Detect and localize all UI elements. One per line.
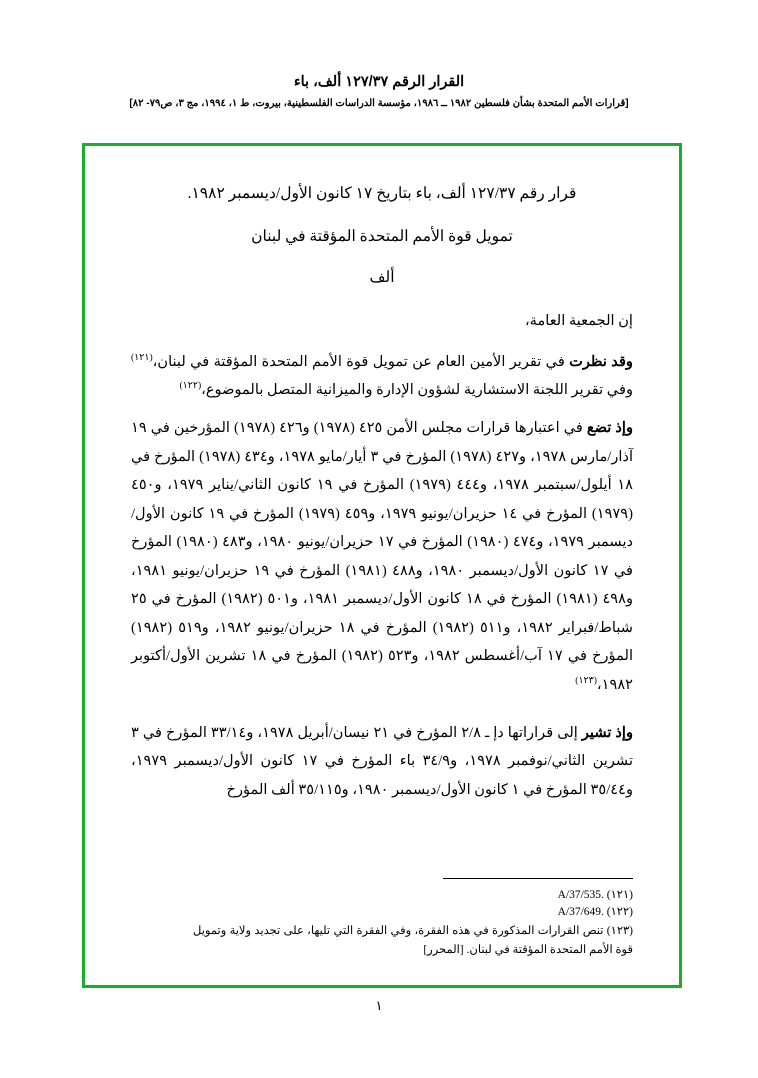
paragraph-1-lead: وقد نظرت xyxy=(569,353,633,370)
resolution-subject: تمويل قوة الأمم المتحدة المؤقتة في لبنان xyxy=(251,228,513,246)
source-citation: [قرارات الأمم المتحدة بشأن فلسطين ١٩٨٢ ــ ١٩٨٦، مؤسسة الدراسات الفلسطينية، بيروت، ط ١، ١٩٩٤، مج ٣، ص٧٩- ٨٢] xyxy=(129,98,629,109)
section-letter: ألف xyxy=(369,269,395,287)
content-frame-inner xyxy=(85,146,679,985)
footnote-item-123 xyxy=(193,922,633,959)
footnote-number-121: (١٢١) xyxy=(606,888,633,901)
footnote-text-123: تنص القرارات المذكورة في هذه الفقرة، وفي الفقرة التي تليها، على تجديد ولاية وتمويل قوة الأمم المتحدة المؤقتة في لبنان. [المحرر] xyxy=(193,925,633,956)
document-header xyxy=(0,0,758,109)
preamble-paragraph-3 xyxy=(131,719,633,804)
paragraph-1-text: في تقرير الأمين العام عن تمويل قوة الأمم المتحدة المؤقتة في لبنان، xyxy=(152,353,570,370)
paragraph-spacer xyxy=(131,709,633,719)
page-number: ١ xyxy=(375,998,383,1013)
footnotes-block xyxy=(193,878,633,959)
footnote-text-122: A/37/649. xyxy=(557,906,604,919)
footnote-separator-rule xyxy=(443,878,633,879)
footnote-item-122 xyxy=(193,904,633,922)
paragraph-1-text-2: وفي تقرير اللجنة الاستشارية لشؤون الإدارة والميزانية المتصل بالموضوع، xyxy=(201,382,633,399)
footnote-number-122: (١٢٢) xyxy=(606,906,633,919)
paragraph-3-text: إلى قراراتها دإ ـ ٢/٨ المؤرخ في ٢١ نيسان/أبريل ١٩٧٨، و٣٣/١٤ المؤرخ في ٣ تشرين الثاني/نوفمبر ١٩٧٨، و٣٤/٩ باء المؤرخ في ١٧ كانون الأول/ديسمبر ١٩٧٩، و٣٥/٤٤ المؤرخ في ١ كانون الأول/ديسمبر ١٩٨٠، و٣٥/١١٥ ألف المؤرخ xyxy=(131,725,634,798)
content-frame xyxy=(82,143,682,988)
paragraph-2-lead: وإذ تضع xyxy=(586,420,633,437)
paragraph-3-lead: وإذ تشير xyxy=(581,725,633,742)
resolution-title: القرار الرقم ١٢٧/٣٧ ألف، باء xyxy=(293,74,465,90)
footnote-ref-121: (١٢١) xyxy=(131,352,153,363)
preamble-actor: إن الجمعية العامة، xyxy=(524,313,633,330)
footnote-ref-123: (١٢٣) xyxy=(575,675,597,686)
footnote-number-123: (١٢٣) xyxy=(606,925,634,938)
paragraph-2-text: في اعتبارها قرارات مجلس الأمن ٤٢٥ (١٩٧٨) و٤٢٦ (١٩٧٨) المؤرخين في ١٩ آذار/مارس ١٩٧٨، و٤٢٧ (١٩٧٨) المؤرخ في ٣ أيار/مايو ١٩٧٨، و٤٣٤ (١٩٧٨) المؤرخ في ١٨ أيلول/سبتمبر ١٩٧٨، و٤٤٤ (١٩٧٩) المؤرخ في ١٩ كانون الثاني/يناير ١٩٧٩، و٤٥٠ (١٩٧٩) المؤرخ في ١٤ حزيران/يونيو ١٩٧٩، و٤٥٩ (١٩٧٩) المؤرخ في ١٩ كانون الأول/ديسمبر ١٩٧٩، و٤٧٤ (١٩٨٠) المؤرخ في ١٧ حزيران/يونيو ١٩٨٠، و٤٨٣ (١٩٨٠) المؤرخ في ١٧ كانون الأول/ديسمبر ١٩٨٠، و٤٨٨ (١٩٨١) المؤرخ في ١٩ حزيران/يونيو ١٩٨١، و٤٩٨ (١٩٨١) المؤرخ في ١٨ كانون الأول/ديسمبر ١٩٨١، و٥٠١ (١٩٨٢) المؤرخ في ٢٥ شباط/فبراير ١٩٨٢، و٥١١ (١٩٨٢) المؤرخ في ١٨ حزيران/يونيو ١٩٨٢، و٥١٩ (١٩٨٢) المؤرخ في ١٧ آب/أغسطس ١٩٨٢، و٥٢٣ (١٩٨٢) المؤرخ في ١٨ تشرين الأول/أكتوبر ١٩٨٢، xyxy=(131,420,634,693)
resolution-heading: قرار رقم ١٢٧/٣٧ ألف، باء بتاريخ ١٧ كانون الأول/ديسمبر ١٩٨٢. xyxy=(187,185,577,202)
preamble-paragraph-1 xyxy=(131,348,633,405)
footnote-ref-122: (١٢٢) xyxy=(179,381,202,392)
footnote-item-121 xyxy=(193,887,633,905)
footnote-text-121: A/37/535. xyxy=(557,888,604,901)
preamble-paragraph-2 xyxy=(131,414,633,699)
